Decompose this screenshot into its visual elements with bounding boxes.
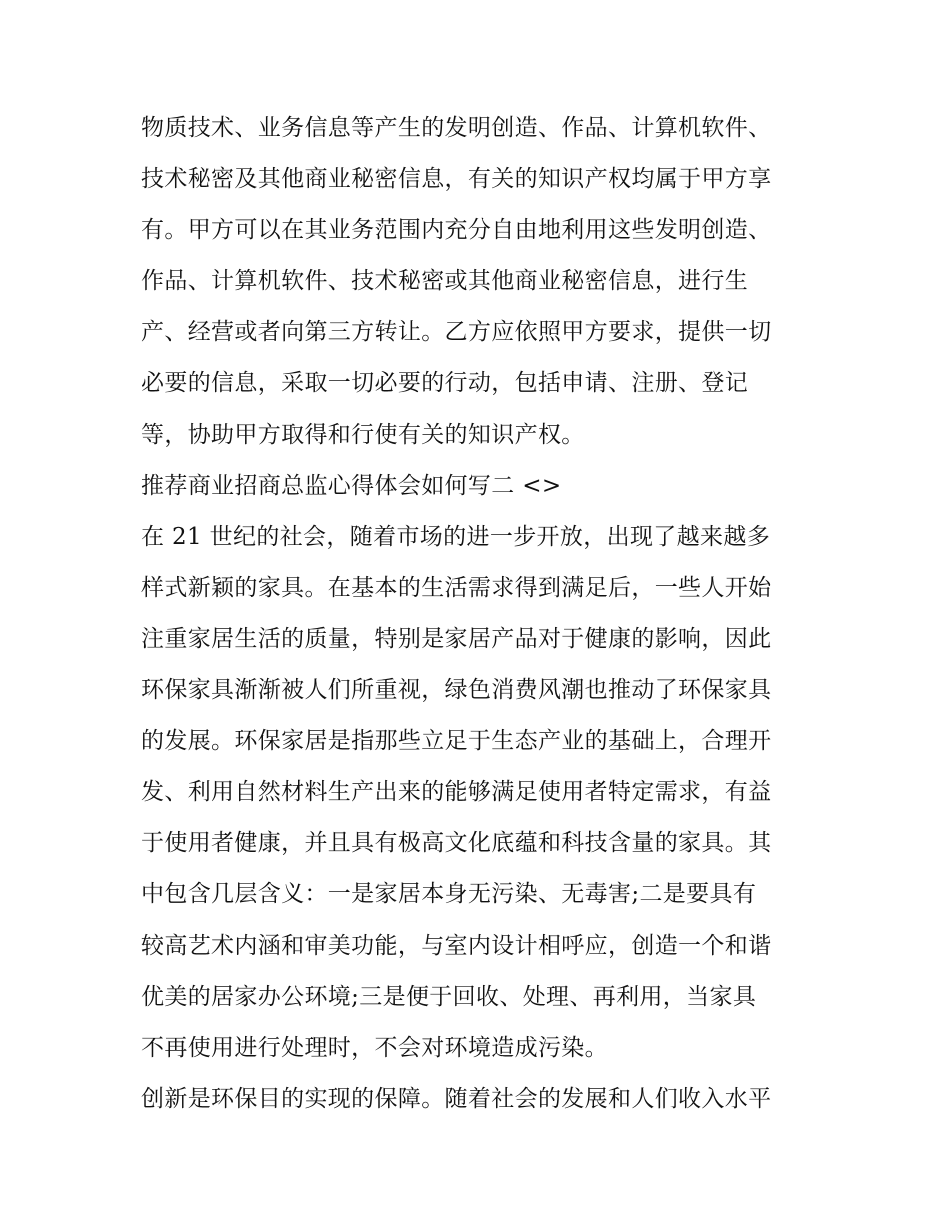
paragraph [141,512,821,1074]
text-line: 发、利用自然材料生产出来的能够满足使用者特定需求，有益 [141,779,772,806]
text-line: 不再使用进行处理时，不会对环境造成污染。 [141,1034,608,1061]
paragraph [141,1074,821,1125]
text-line: 样式新颖的家具。在基本的生活需求得到满足后，一些人开始 [141,574,772,601]
text-line: 技术秘密及其他商业秘密信息，有关的知识产权均属于甲方享 [141,166,772,193]
text-line: 在 21 世纪的社会，随着市场的进一步开放，出现了越来越多 [141,523,771,550]
text-line: 产、经营或者向第三方转让。乙方应依照甲方要求，提供一切 [141,319,772,346]
text-line: 作品、计算机软件、技术秘密或其他商业秘密信息，进行生 [141,268,749,295]
document-page [141,103,821,1125]
text-line: 于使用者健康，并且具有极高文化底蕴和科技含量的家具。其 [141,830,772,857]
text-line: 等，协助甲方取得和行使有关的知识产权。 [141,421,585,448]
text-line: 注重家居生活的质量，特别是家居产品对于健康的影响，因此 [141,625,772,652]
text-line: 必要的信息，采取一切必要的行动，包括申请、注册、登记 [141,370,749,397]
paragraph [141,103,821,461]
section-heading [141,461,821,512]
text-line: 物质技术、业务信息等产生的发明创造、作品、计算机软件、 [141,115,772,141]
text-line: 环保家具渐渐被人们所重视，绿色消费风潮也推动了环保家具 [141,677,772,704]
heading-text: 推荐商业招商总监心得体会如何写二 <> [141,472,562,499]
text-line: 中包含几层含义：一是家居本身无污染、无毒害;二是要具有 [141,881,757,908]
text-line: 创新是环保目的实现的保障。随着社会的发展和人们收入水平 [141,1085,772,1112]
text-line: 优美的居家办公环境;三是便于回收、处理、再利用，当家具 [141,983,757,1010]
text-line: 较高艺术内涵和审美功能，与室内设计相呼应，创造一个和谐 [141,932,772,959]
text-line: 有。甲方可以在其业务范围内充分自由地利用这些发明创造、 [141,217,772,244]
text-line: 的发展。环保家居是指那些立足于生态产业的基础上，合理开 [141,728,772,755]
